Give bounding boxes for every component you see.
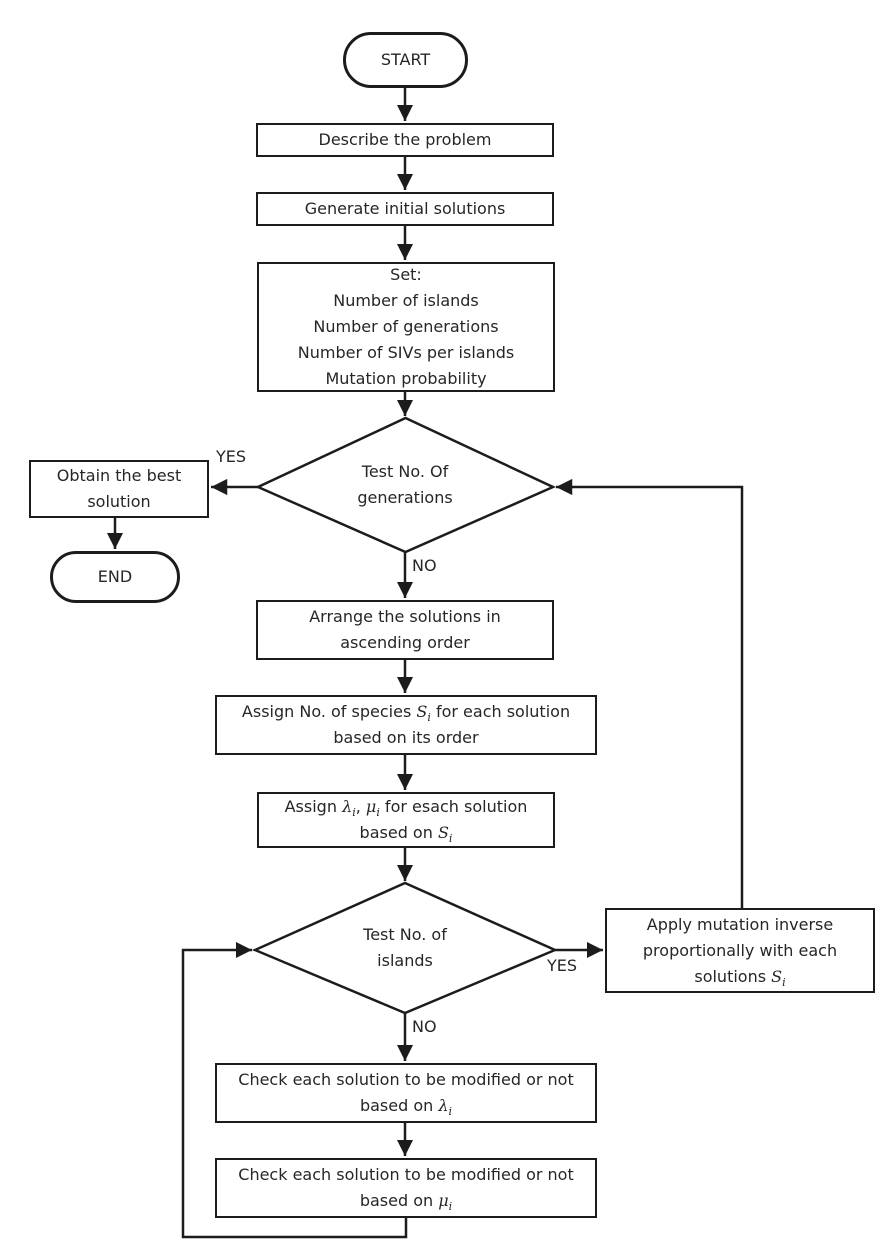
assign-rates-line1 <box>285 794 528 820</box>
assign-species-line2: based on its order <box>333 728 479 747</box>
species-subscript: i <box>782 975 786 989</box>
assign-rates-text: based on <box>359 823 438 842</box>
species-variable: S <box>437 823 449 842</box>
end-label: END <box>97 567 133 586</box>
arrange-solutions-line: Arrange the solutions in <box>309 607 501 626</box>
arrange-solutions-line: ascending order <box>340 633 470 652</box>
start-node <box>343 32 468 88</box>
decision-test-generations-text <box>285 459 525 511</box>
mu-subscript: i <box>376 806 380 820</box>
set-parameters-line: Mutation probability <box>325 369 487 388</box>
end-node <box>50 551 180 603</box>
apply-mutation-node <box>605 908 875 993</box>
decision-test-islands-text <box>285 922 525 974</box>
check-lambda-text: based on <box>359 1096 439 1115</box>
assign-rates-text: for esach solution <box>379 797 528 816</box>
obtain-best-node <box>29 460 209 518</box>
assign-rates-text: , <box>355 797 366 816</box>
apply-mutation-line: Apply mutation inverse <box>646 914 834 934</box>
set-parameters-line: Number of islands <box>333 291 479 310</box>
mu-subscript: i <box>448 1200 453 1214</box>
label-generations-yes: YES <box>216 447 247 466</box>
obtain-best-line: Obtain the best <box>56 466 182 485</box>
label-islands-no: NO <box>412 1017 437 1036</box>
test-generations-line: generations <box>357 488 453 507</box>
describe-problem-node <box>256 123 554 157</box>
generate-solutions-node <box>256 192 554 226</box>
species-subscript: i <box>448 832 453 846</box>
species-variable: S <box>416 702 428 721</box>
label-islands-yes: YES <box>547 956 578 975</box>
check-lambda-line2 <box>360 1093 452 1119</box>
check-lambda-node <box>215 1063 597 1123</box>
set-parameters-node <box>257 262 555 392</box>
check-mu-text: based on <box>359 1191 439 1210</box>
set-parameters-line: Set: <box>390 265 422 284</box>
check-lambda-line1: Check each solution to be modified or not <box>238 1070 574 1089</box>
label-generations-no: NO <box>412 556 437 575</box>
mu-variable: μ <box>438 1191 449 1210</box>
lambda-subscript: i <box>352 806 356 820</box>
generate-solutions-label: Generate initial solutions <box>304 199 506 218</box>
arrange-solutions-node <box>256 600 554 660</box>
check-mu-node <box>215 1158 597 1218</box>
apply-mutation-line: proportionally with each <box>642 940 838 960</box>
check-mu-line2 <box>360 1188 452 1214</box>
apply-mutation-line3 <box>694 964 785 990</box>
assign-rates-node <box>257 792 555 848</box>
set-parameters-line: Number of SIVs per islands <box>297 343 515 362</box>
test-islands-line: islands <box>377 951 433 970</box>
assign-species-text: Assign No. of species <box>241 702 417 721</box>
start-label: START <box>380 50 431 69</box>
assign-rates-line2 <box>360 820 453 846</box>
lambda-variable: λ <box>438 1096 449 1115</box>
assign-species-text: for each solution <box>430 702 571 721</box>
mu-variable: μ <box>365 797 377 816</box>
lambda-variable: λ <box>342 797 353 816</box>
set-parameters-line: Number of generations <box>313 317 499 336</box>
assign-species-node <box>215 695 597 755</box>
test-islands-line: Test No. of <box>363 925 447 944</box>
check-mu-line1: Check each solution to be modified or not <box>238 1165 574 1184</box>
describe-problem-label: Describe the problem <box>318 130 492 149</box>
assign-species-line1 <box>242 699 570 725</box>
species-variable: S <box>771 966 783 986</box>
obtain-best-line: solution <box>87 492 151 511</box>
test-generations-line: Test No. Of <box>361 462 449 481</box>
apply-mutation-text: solutions <box>694 966 772 986</box>
assign-rates-text: Assign <box>284 797 343 816</box>
lambda-subscript: i <box>448 1105 453 1119</box>
species-subscript: i <box>427 711 431 725</box>
